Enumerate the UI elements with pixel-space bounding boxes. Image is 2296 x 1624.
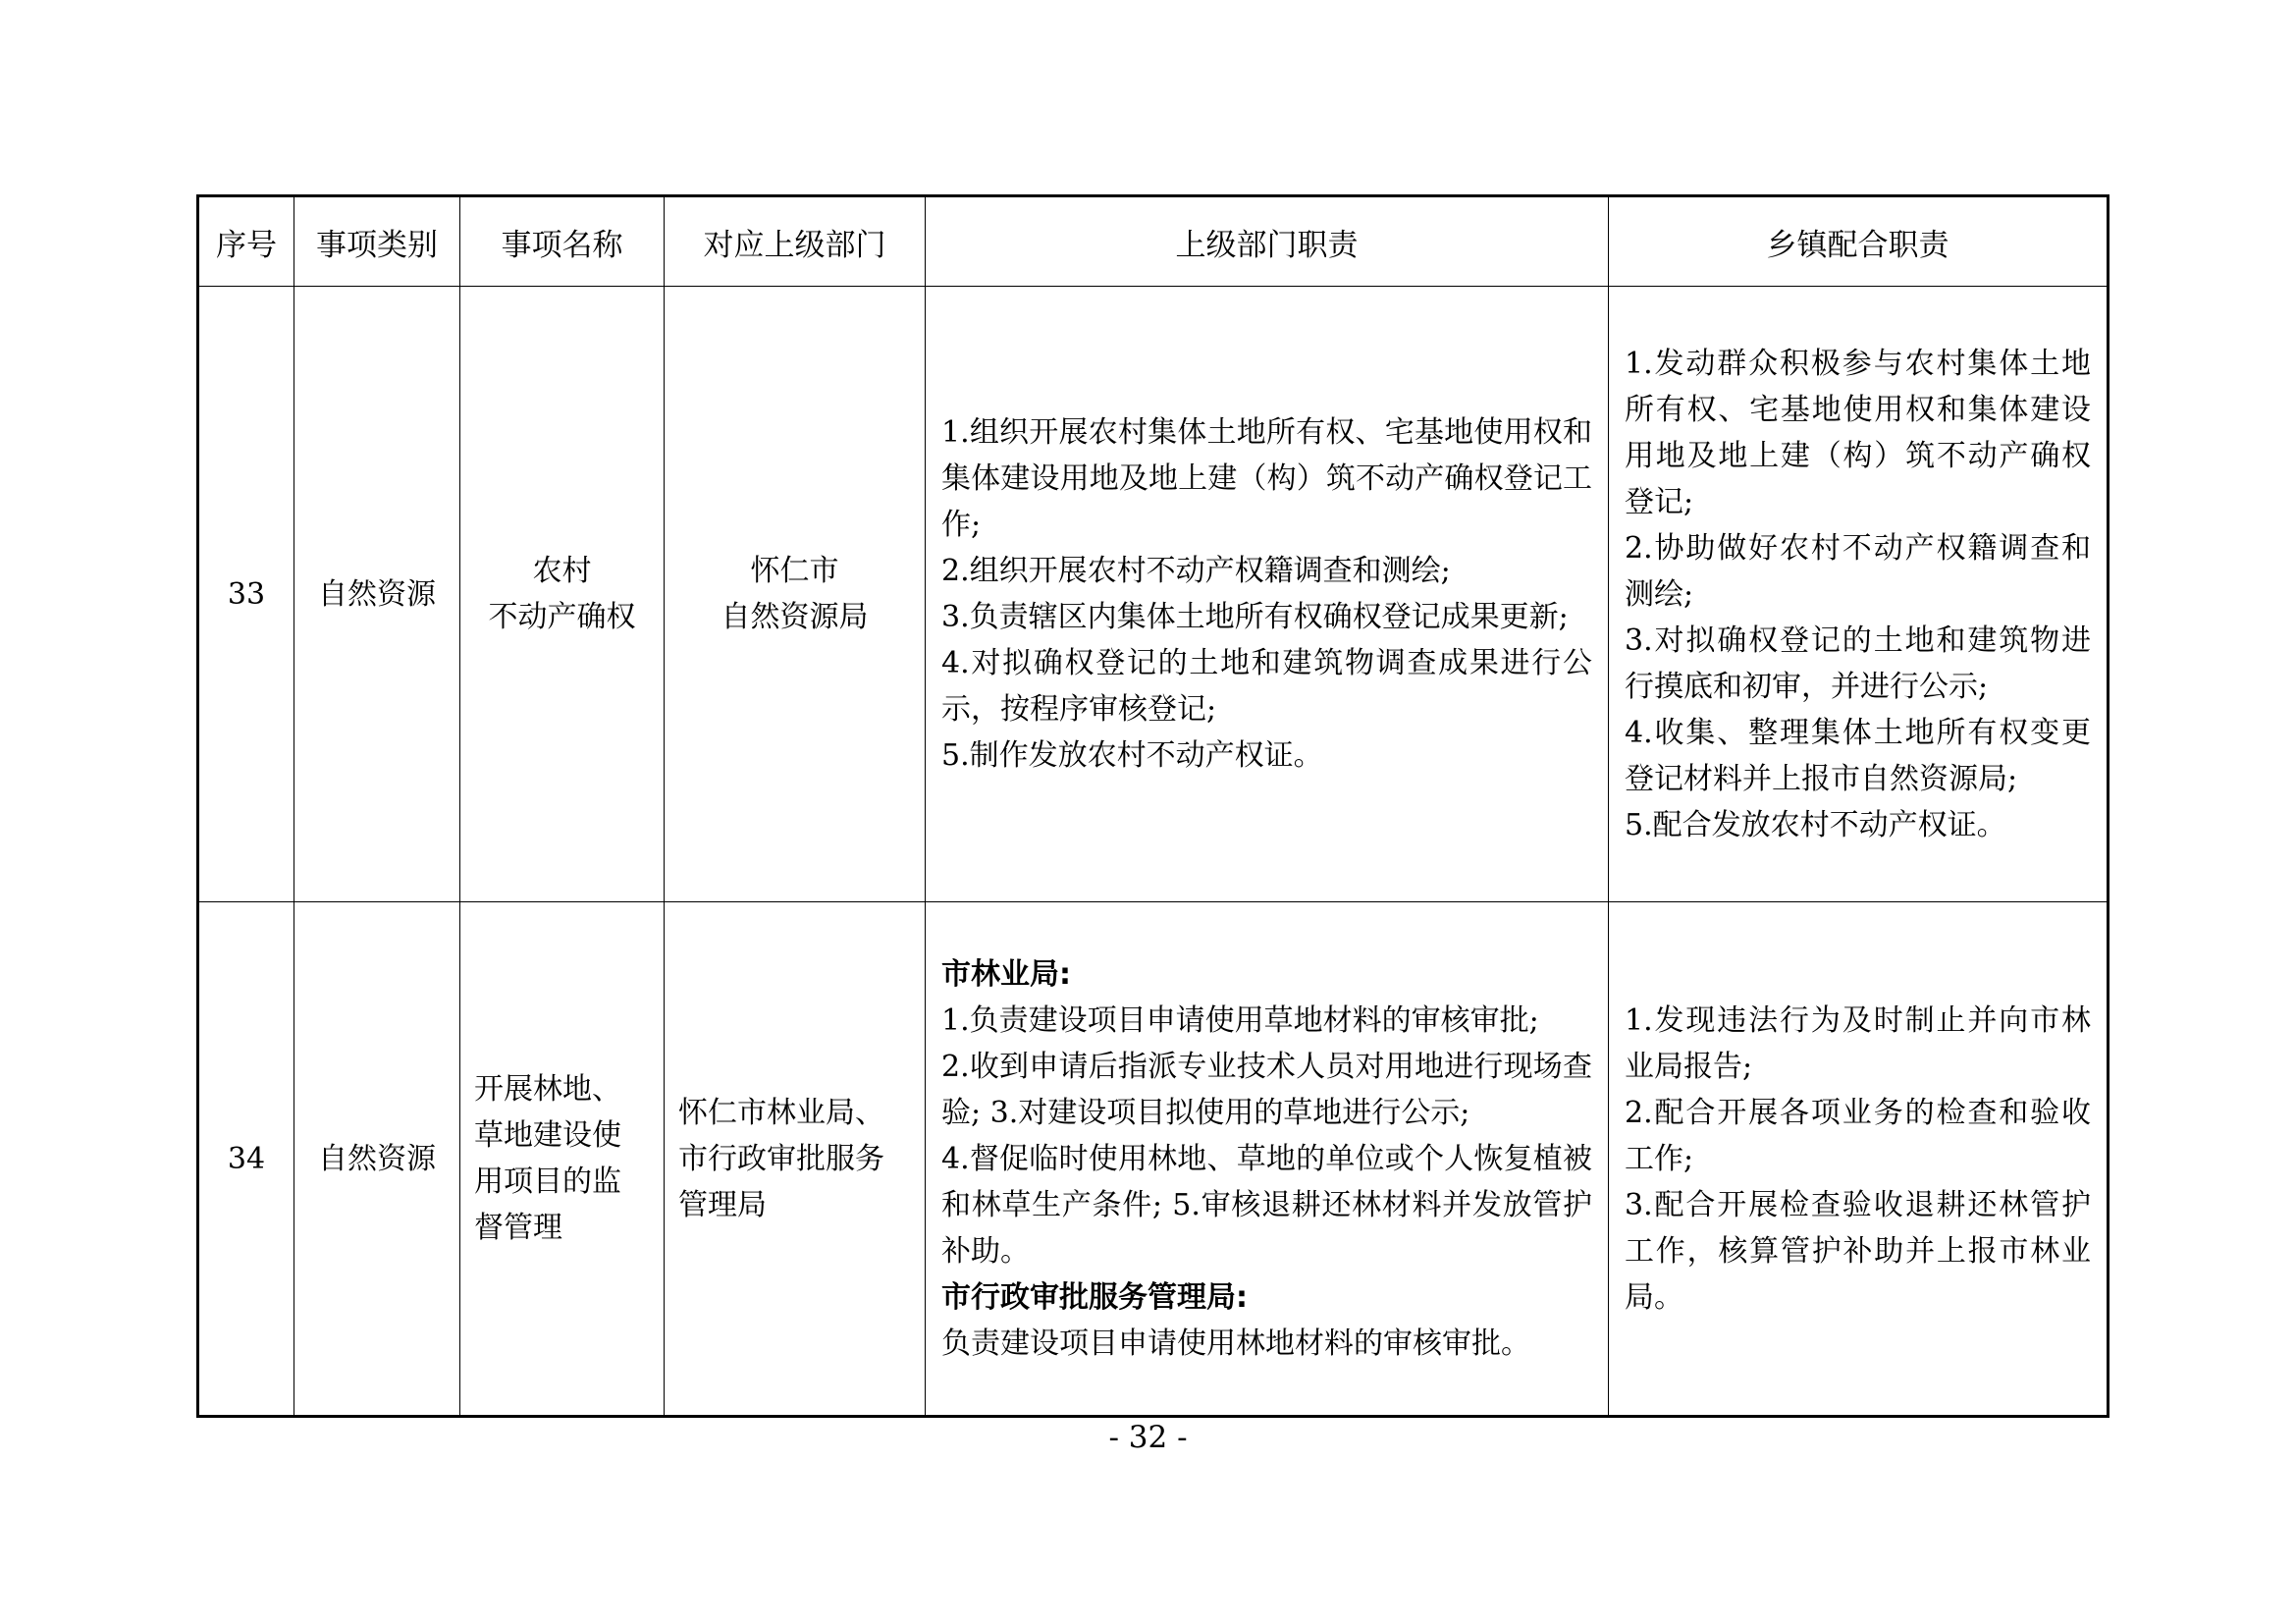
township-duty-line: 2.协助做好农村不动产权籍调查和测绘; [1625,530,2091,612]
header-superior-department: 对应上级部门 [665,196,926,287]
township-duty-line: 2.配合开展各项业务的检查和验收工作; [1625,1095,2091,1176]
row-item-name [460,287,665,902]
header-superior-duties: 上级部门职责 [926,196,1609,287]
item-name-line: 开展林地、草地建设使用项目的监督管理 [474,1072,621,1245]
row-index: 33 [198,287,294,902]
township-duty-line: 3.对拟确权登记的土地和建筑物进行摸底和初审，并进行公示; [1625,623,2091,704]
row-item-name [460,902,665,1417]
duty-line: 1.负责建设项目申请使用草地材料的审核审批; [941,1002,1539,1038]
page-number: - 32 - [1108,1420,1188,1455]
township-duty-line: 4.收集、整理集体土地所有权变更登记材料并上报市自然资源局; [1625,715,2091,796]
duty-line: 1.组织开展农村集体土地所有权、宅基地使用权和集体建设用地及地上建（构）筑不动产确权登记工作; [941,415,1592,542]
header-index: 序号 [198,196,294,287]
row-superior-duties [926,902,1609,1417]
row-department [665,287,926,902]
row-township-duties [1609,287,2109,902]
township-duty-line: 1.发动群众积极参与农村集体土地所有权、宅基地使用权和集体建设用地及地上建（构）筑不动产确权登记; [1625,346,2091,519]
township-duty-line: 1.发现违法行为及时制止并向市林业局报告; [1625,1002,2091,1084]
township-duty-line: 5.配合发放农村不动产权证。 [1625,807,2006,842]
header-township-duties: 乡镇配合职责 [1609,196,2109,287]
responsibility-table-container [196,194,2107,1418]
township-duty-line: 3.配合开展检查验收退耕还林管护工作，核算管护补助并上报市林业局。 [1625,1187,2091,1315]
table-header-row [198,196,2109,287]
department-line: 怀仁市 [750,554,839,588]
header-category: 事项类别 [294,196,460,287]
duty-line: 2.收到申请后指派专业技术人员对用地进行现场查验; 3.对建设项目拟使用的草地进行公示; [941,1049,1592,1130]
duty-line: 2.组织开展农村不动产权籍调查和测绘; [941,554,1451,588]
row-category: 自然资源 [294,287,460,902]
duty-heading: 市林业局: [941,956,1071,992]
row-department [665,902,926,1417]
duty-line: 4.对拟确权登记的土地和建筑物调查成果进行公示，按程序审核登记; [941,646,1592,727]
item-name-line: 农村 [532,554,592,588]
row-superior-duties [926,287,1609,902]
duty-line: 3.负责辖区内集体土地所有权确权登记成果更新; [941,600,1569,634]
duty-heading: 市行政审批服务管理局: [941,1279,1248,1315]
row-index: 34 [198,902,294,1417]
department-line: 自然资源局 [721,600,869,634]
table-row [198,287,2109,902]
header-item-name: 事项名称 [460,196,665,287]
responsibility-table [196,194,2109,1418]
department-line: 怀仁市林业局、市行政审批服务管理局 [678,1095,884,1222]
duty-line: 5.制作发放农村不动产权证。 [941,738,1323,773]
duty-line: 4.督促临时使用林地、草地的单位或个人恢复植被和林草生产条件; 5.审核退耕还林材料并发放管护补助。 [941,1141,1592,1269]
row-category: 自然资源 [294,902,460,1417]
item-name-line: 不动产确权 [488,600,636,634]
duty-line: 负责建设项目申请使用林地材料的审核审批。 [941,1326,1530,1361]
row-township-duties [1609,902,2109,1417]
table-row [198,902,2109,1417]
